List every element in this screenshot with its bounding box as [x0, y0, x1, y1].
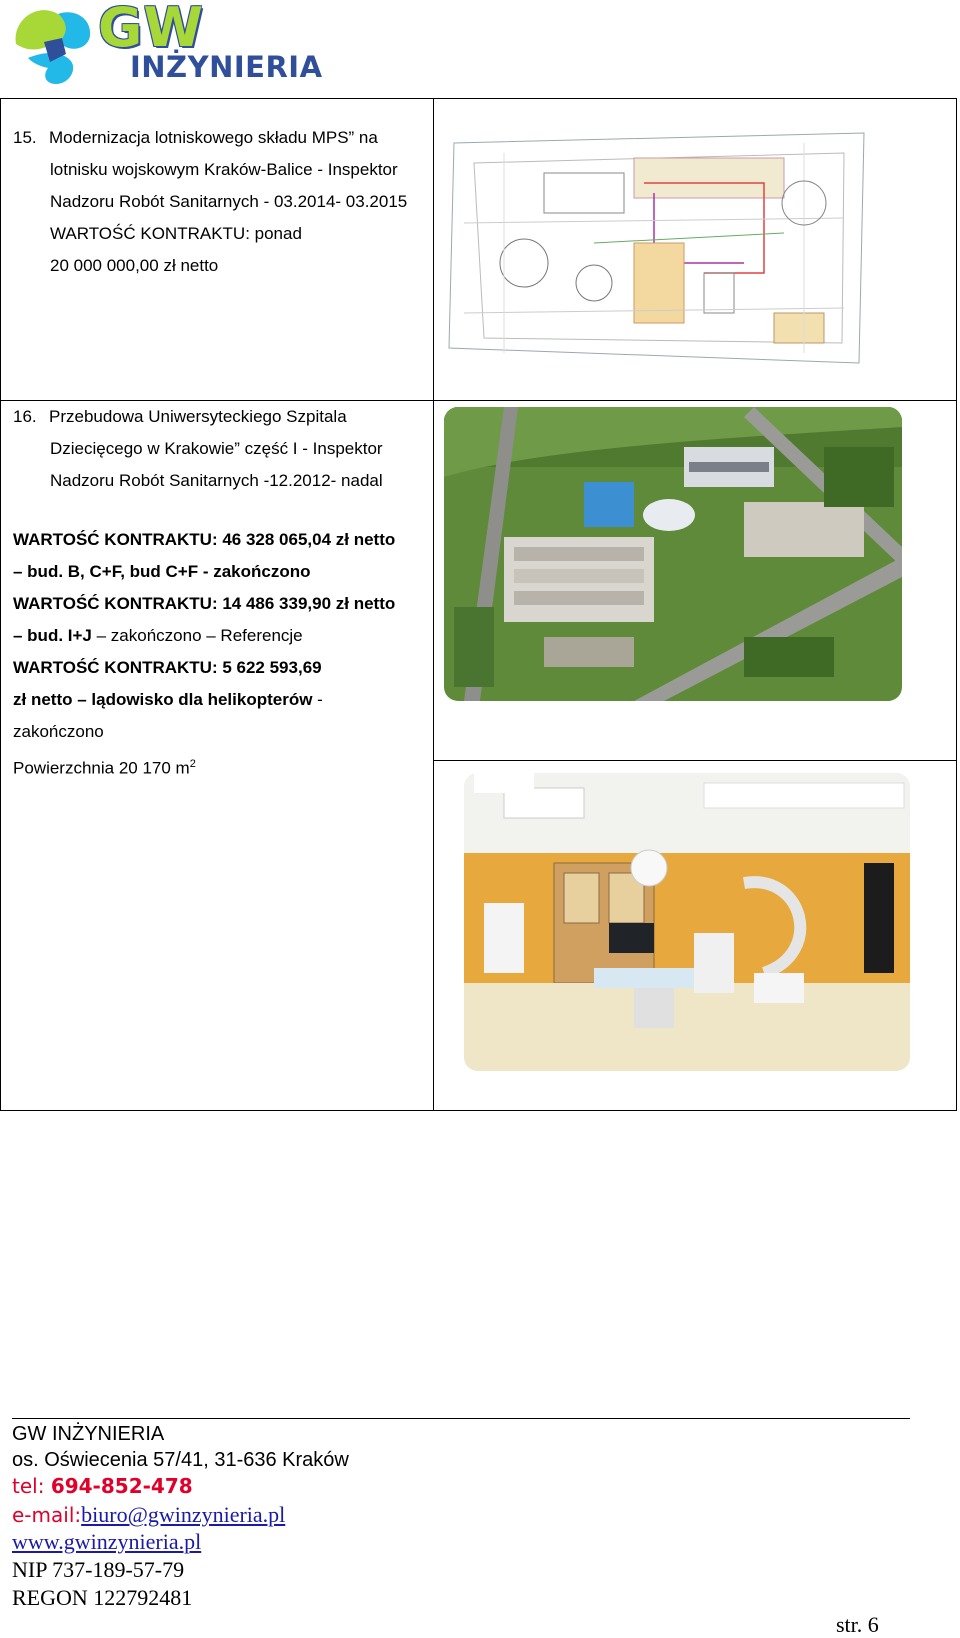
- footer-email-link[interactable]: biuro@gwinzynieria.pl: [81, 1502, 286, 1527]
- item-16-value-2-cont-bold: – bud. I+J: [13, 626, 92, 645]
- logo-text-inzynieria: INŻYNIERIA: [130, 50, 323, 84]
- footer-phone-number: 694-852-478: [50, 1474, 193, 1498]
- company-logo: [8, 2, 328, 88]
- item-16-area: Powierzchnia 20 170 m: [13, 758, 190, 778]
- footer-website: [12, 1529, 201, 1555]
- logo-mark-icon: [8, 2, 98, 88]
- item-15-line-1: Modernizacja lotniskowego składu MPS” na: [49, 128, 378, 147]
- item-16-value-2-cont: – zakończono – Referencje: [91, 626, 303, 645]
- item-16-aerial-image-cell: [434, 401, 957, 761]
- item-16-value-3-cont-bold: zł netto – lądowisko dla helikopterów: [13, 690, 313, 709]
- footer-email-label: e-mail:: [12, 1503, 82, 1527]
- hospital-aerial-photo: [444, 407, 902, 701]
- operating-room-photo: [464, 773, 910, 1071]
- item-15-line-2: lotnisku wojskowym Kraków-Balice - Inspektor: [50, 160, 398, 179]
- footer-email: [12, 1502, 285, 1528]
- item-16-line-2: Dziecięcego w Krakowie” część I - Inspektor: [50, 439, 383, 458]
- page-number: str. 6: [836, 1612, 879, 1637]
- item-16-value-3-end: zakończono: [13, 722, 104, 741]
- item-16-line-1: Przebudowa Uniwersyteckiego Szpitala: [49, 407, 347, 426]
- footer-regon: REGON 122792481: [12, 1585, 193, 1610]
- item-16-number: 16.: [13, 407, 37, 426]
- footer-phone: [12, 1474, 193, 1498]
- item-15-value-line-2: 20 000 000,00 zł netto: [50, 256, 219, 275]
- references-table: [0, 98, 957, 1111]
- item-15-image-cell: [434, 99, 957, 401]
- item-16-area-sup: 2: [189, 758, 196, 770]
- footer-website-link[interactable]: www.gwinzynieria.pl: [12, 1529, 202, 1554]
- logo-text-gw: GW: [98, 0, 204, 59]
- item-16-interior-image-cell: [434, 761, 957, 1111]
- item-16-line-3: Nadzoru Robót Sanitarnych -12.2012- nadal: [50, 471, 383, 490]
- item-16-value-3-cont: -: [312, 690, 323, 709]
- item-16-value-2: WARTOŚĆ KONTRAKTU: 14 486 339,90 zł netto: [13, 594, 396, 613]
- item-16-value-3: WARTOŚĆ KONTRAKTU: 5 622 593,69: [13, 658, 322, 677]
- item-15-text-cell: [1, 99, 434, 401]
- footer-phone-label: tel:: [12, 1474, 51, 1498]
- footer-nip: NIP 737-189-57-79: [12, 1557, 185, 1582]
- footer-address: os. Oświecenia 57/41, 31-636 Kraków: [12, 1449, 349, 1471]
- item-16-text-cell: [1, 401, 434, 1111]
- footer-divider: [12, 1418, 910, 1419]
- footer-company-name: GW INŻYNIERIA: [12, 1423, 165, 1445]
- site-plan-drawing: [444, 123, 869, 373]
- item-16-value-1: WARTOŚĆ KONTRAKTU: 46 328 065,04 zł netto: [13, 530, 396, 549]
- item-15-value-line-1: WARTOŚĆ KONTRAKTU: ponad: [50, 224, 302, 243]
- item-16-value-1-cont: – bud. B, C+F, bud C+F - zakończono: [13, 562, 311, 581]
- item-15-line-3: Nadzoru Robót Sanitarnych - 03.2014- 03.2015: [50, 192, 408, 211]
- item-15-number: 15.: [13, 128, 37, 147]
